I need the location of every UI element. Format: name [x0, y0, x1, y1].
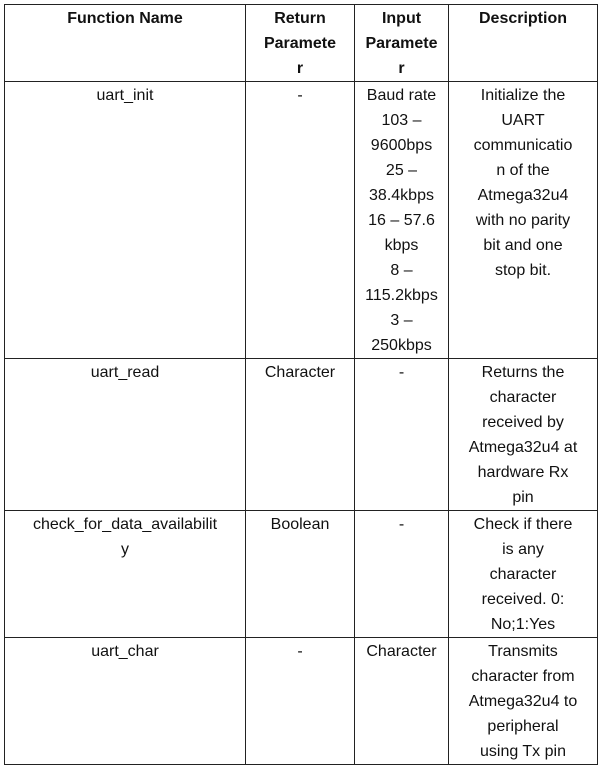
cell-description — [449, 359, 598, 511]
cell-text-line: r — [296, 60, 304, 77]
cell-text-line: character — [489, 389, 557, 406]
cell-text-line: 9600bps — [370, 137, 433, 154]
cell-text-line: Check if there — [473, 516, 573, 533]
function-table — [4, 4, 598, 765]
cell-return-parameter — [246, 359, 355, 511]
cell-text-line: bit and one — [483, 237, 563, 254]
cell-function-name — [5, 511, 246, 638]
cell-text-line: 3 – — [390, 312, 413, 329]
cell-text-line: pin — [512, 489, 534, 506]
cell-text-line: 115.2kbps — [365, 287, 438, 304]
cell-text-line: Atmega32u4 at — [468, 439, 578, 456]
cell-text-line: is any — [502, 541, 544, 558]
cell-text-line: Boolean — [270, 516, 330, 533]
cell-text-line: Character — [264, 364, 336, 381]
header-input-parameter — [355, 5, 449, 82]
cell-text-line: Returns the — [481, 364, 565, 381]
cell-text-line: Description — [478, 10, 567, 27]
cell-text-line: character — [489, 566, 557, 583]
cell-text-line: stop bit. — [494, 262, 552, 279]
cell-text-line: - — [297, 643, 303, 660]
cell-description — [449, 511, 598, 638]
cell-text-line: 103 – — [381, 112, 422, 129]
cell-text-line: 16 – 57.6 — [368, 212, 435, 229]
cell-text-line: uart_read — [90, 364, 160, 381]
cell-text-line: - — [398, 364, 405, 381]
table-row — [5, 638, 598, 765]
cell-text-line: check_for_data_availabilit — [32, 516, 218, 533]
table-row — [5, 511, 598, 638]
cell-return-parameter — [246, 511, 355, 638]
cell-description — [449, 638, 598, 765]
cell-text-line: 25 – — [385, 162, 418, 179]
cell-input-parameter — [355, 638, 449, 765]
cell-text-line: Transmits — [488, 643, 558, 660]
cell-text-line: Function Name — [67, 10, 183, 27]
cell-input-parameter — [355, 511, 449, 638]
header-row — [5, 5, 598, 82]
cell-text-line: Atmega32u4 to — [468, 693, 578, 710]
cell-input-parameter — [355, 359, 449, 511]
header-description — [449, 5, 598, 82]
cell-text-line: 250kbps — [371, 337, 432, 354]
cell-text-line: received by — [482, 414, 564, 431]
cell-function-name — [5, 82, 246, 359]
cell-text-line: Character — [366, 643, 437, 660]
cell-text-line: Initialize the — [480, 87, 566, 104]
cell-text-line: received. 0: — [481, 591, 565, 608]
cell-text-line: y — [121, 541, 129, 558]
cell-text-line: peripheral — [487, 718, 559, 735]
cell-text-line: Input — [381, 10, 422, 27]
cell-text-line: - — [297, 87, 303, 104]
cell-text-line: character from — [471, 668, 575, 685]
cell-return-parameter — [246, 638, 355, 765]
cell-input-parameter — [355, 82, 449, 359]
cell-text-line: Paramete — [365, 35, 438, 52]
cell-text-line: n of the — [496, 162, 550, 179]
cell-text-line: hardware Rx — [477, 464, 569, 481]
table-row — [5, 359, 598, 511]
cell-text-line: Baud rate — [366, 87, 437, 104]
header-return-parameter — [246, 5, 355, 82]
table-row — [5, 82, 598, 359]
cell-text-line: 8 – — [390, 262, 413, 279]
cell-description — [449, 82, 598, 359]
cell-function-name — [5, 359, 246, 511]
cell-text-line: - — [398, 516, 405, 533]
cell-text-line: Paramete — [263, 35, 337, 52]
cell-text-line: Atmega32u4 — [477, 187, 569, 204]
cell-text-line: 38.4kbps — [369, 187, 434, 204]
cell-text-line: uart_char — [91, 643, 159, 660]
cell-text-line: uart_init — [96, 87, 154, 104]
cell-text-line: communicatio — [473, 137, 573, 154]
header-function-name — [5, 5, 246, 82]
cell-function-name — [5, 638, 246, 765]
cell-return-parameter — [246, 82, 355, 359]
cell-text-line: Return — [274, 10, 326, 27]
cell-text-line: r — [398, 60, 405, 77]
cell-text-line: kbps — [384, 237, 419, 254]
cell-text-line: using Tx pin — [480, 743, 566, 760]
cell-text-line: with no parity — [475, 212, 571, 229]
cell-text-line: No;1:Yes — [490, 616, 556, 633]
cell-text-line: UART — [501, 112, 545, 129]
